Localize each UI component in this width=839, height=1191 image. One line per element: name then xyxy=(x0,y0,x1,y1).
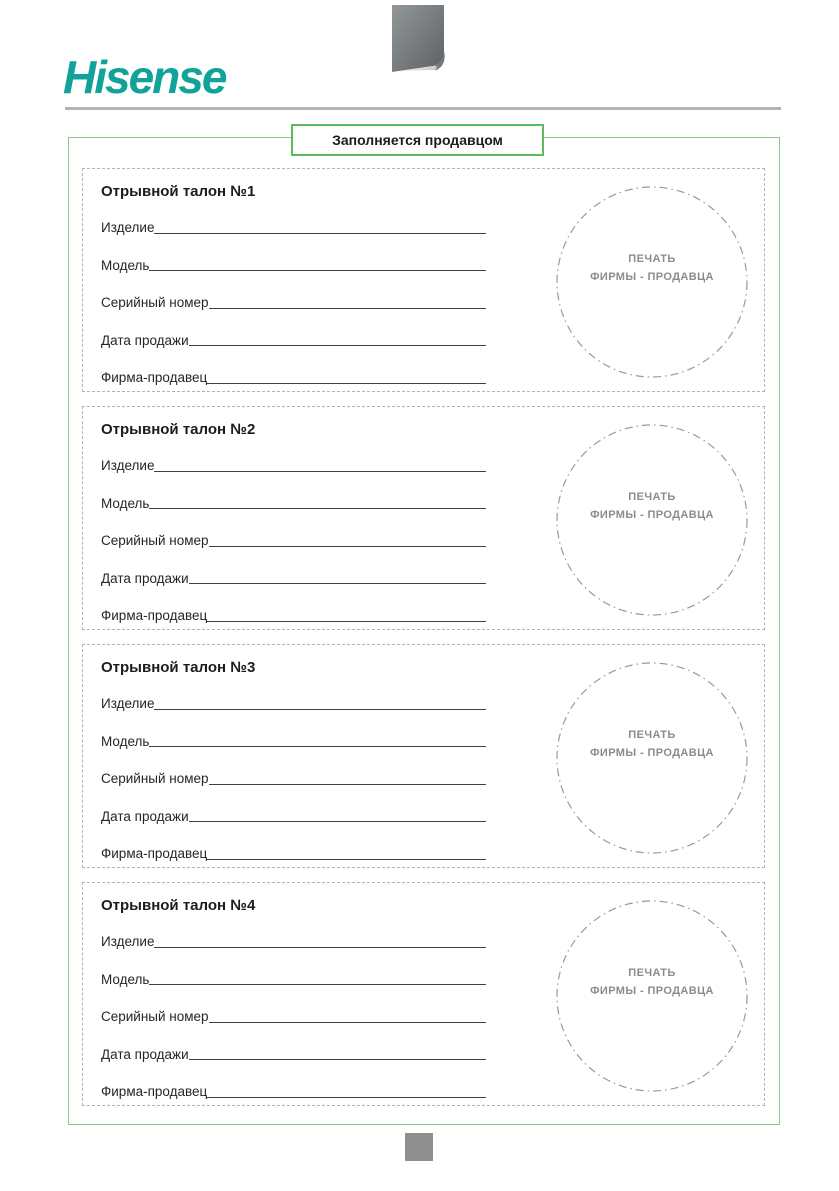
field-row-product xyxy=(101,199,486,237)
stamp-caption-line1: ПЕЧАТЬ xyxy=(628,253,676,266)
seller-stamp-area xyxy=(556,424,748,616)
stamp-caption xyxy=(556,662,748,854)
field-row-sale-date xyxy=(101,312,486,350)
field-row-serial-number xyxy=(101,750,486,788)
field-label: Серийный номер xyxy=(101,533,209,548)
field-label: Изделие xyxy=(101,458,155,473)
seller-stamp-area xyxy=(556,186,748,378)
fill-in-line xyxy=(189,821,486,822)
fill-in-line xyxy=(207,859,486,860)
fill-in-line xyxy=(149,508,486,509)
field-row-seller-firm xyxy=(101,587,486,625)
fill-in-line xyxy=(209,784,486,785)
coupon-fields xyxy=(101,913,486,1101)
field-row-sale-date xyxy=(101,550,486,588)
field-label: Фирма-продавец xyxy=(101,1084,208,1099)
field-row-model xyxy=(101,951,486,989)
fill-in-line xyxy=(209,308,486,309)
stamp-caption-line2: ФИРМЫ - ПРОДАВЦА xyxy=(590,509,714,521)
stamp-caption xyxy=(556,900,748,1092)
tear-off-coupon-1 xyxy=(82,168,765,392)
fill-in-line xyxy=(207,383,486,384)
field-row-product xyxy=(101,437,486,475)
fill-in-line xyxy=(207,1097,486,1098)
field-label: Серийный номер xyxy=(101,1009,209,1024)
fill-in-line xyxy=(149,984,486,985)
field-row-model xyxy=(101,713,486,751)
field-label: Серийный номер xyxy=(101,771,209,786)
field-label: Дата продажи xyxy=(101,808,189,824)
page-curl-icon xyxy=(391,4,445,76)
field-label: Дата продажи xyxy=(101,332,189,348)
field-row-sale-date xyxy=(101,788,486,826)
coupon-fields xyxy=(101,199,486,387)
field-label: Фирма-продавец xyxy=(101,370,208,385)
fill-in-line xyxy=(149,270,486,271)
header-divider xyxy=(65,107,781,110)
fill-in-line xyxy=(154,947,486,948)
warranty-coupons-frame xyxy=(68,137,780,1125)
fill-in-line xyxy=(149,746,486,747)
field-row-serial-number xyxy=(101,274,486,312)
fill-in-line xyxy=(154,471,486,472)
filled-by-seller-note: Заполняется продавцом xyxy=(291,124,544,156)
fill-in-line xyxy=(189,1059,486,1060)
coupon-fields xyxy=(101,675,486,863)
field-label: Дата продажи xyxy=(101,570,189,586)
field-row-sale-date xyxy=(101,1026,486,1064)
stamp-caption-line2: ФИРМЫ - ПРОДАВЦА xyxy=(590,985,714,997)
stamp-caption xyxy=(556,424,748,616)
tear-off-coupon-3 xyxy=(82,644,765,868)
coupon-title: Отрывной талон №3 xyxy=(101,659,256,676)
field-label: Изделие xyxy=(101,220,155,235)
seller-stamp-area xyxy=(556,900,748,1092)
field-label: Модель xyxy=(101,733,150,749)
field-label: Фирма-продавец xyxy=(101,608,208,623)
tear-off-coupon-4 xyxy=(82,882,765,1106)
field-label: Модель xyxy=(101,971,150,987)
fill-in-line xyxy=(189,345,486,346)
stamp-caption-line2: ФИРМЫ - ПРОДАВЦА xyxy=(590,747,714,759)
seller-stamp-area xyxy=(556,662,748,854)
page-number-placeholder xyxy=(405,1133,433,1161)
fill-in-line xyxy=(209,546,486,547)
fill-in-line xyxy=(189,583,486,584)
field-row-seller-firm xyxy=(101,825,486,863)
coupon-title: Отрывной талон №1 xyxy=(101,183,256,200)
field-label: Фирма-продавец xyxy=(101,846,208,861)
field-label: Изделие xyxy=(101,696,155,711)
field-row-model xyxy=(101,237,486,275)
fill-in-line xyxy=(209,1022,486,1023)
field-row-seller-firm xyxy=(101,349,486,387)
tear-off-coupon-2 xyxy=(82,406,765,630)
field-row-product xyxy=(101,913,486,951)
coupon-title: Отрывной талон №2 xyxy=(101,421,256,438)
stamp-caption-line1: ПЕЧАТЬ xyxy=(628,729,676,742)
coupon-title: Отрывной талон №4 xyxy=(101,897,256,914)
fill-in-line xyxy=(154,233,486,234)
fill-in-line xyxy=(207,621,486,622)
hisense-logo: Hisense xyxy=(63,51,226,103)
stamp-caption-line2: ФИРМЫ - ПРОДАВЦА xyxy=(590,271,714,283)
stamp-caption-line1: ПЕЧАТЬ xyxy=(628,967,676,980)
field-label: Модель xyxy=(101,257,150,273)
field-label: Модель xyxy=(101,495,150,511)
field-label: Серийный номер xyxy=(101,295,209,310)
field-row-product xyxy=(101,675,486,713)
stamp-caption-line1: ПЕЧАТЬ xyxy=(628,491,676,504)
field-row-model xyxy=(101,475,486,513)
coupon-fields xyxy=(101,437,486,625)
stamp-caption xyxy=(556,186,748,378)
field-label: Дата продажи xyxy=(101,1046,189,1062)
fill-in-line xyxy=(154,709,486,710)
field-row-serial-number xyxy=(101,512,486,550)
field-label: Изделие xyxy=(101,934,155,949)
field-row-serial-number xyxy=(101,988,486,1026)
field-row-seller-firm xyxy=(101,1063,486,1101)
